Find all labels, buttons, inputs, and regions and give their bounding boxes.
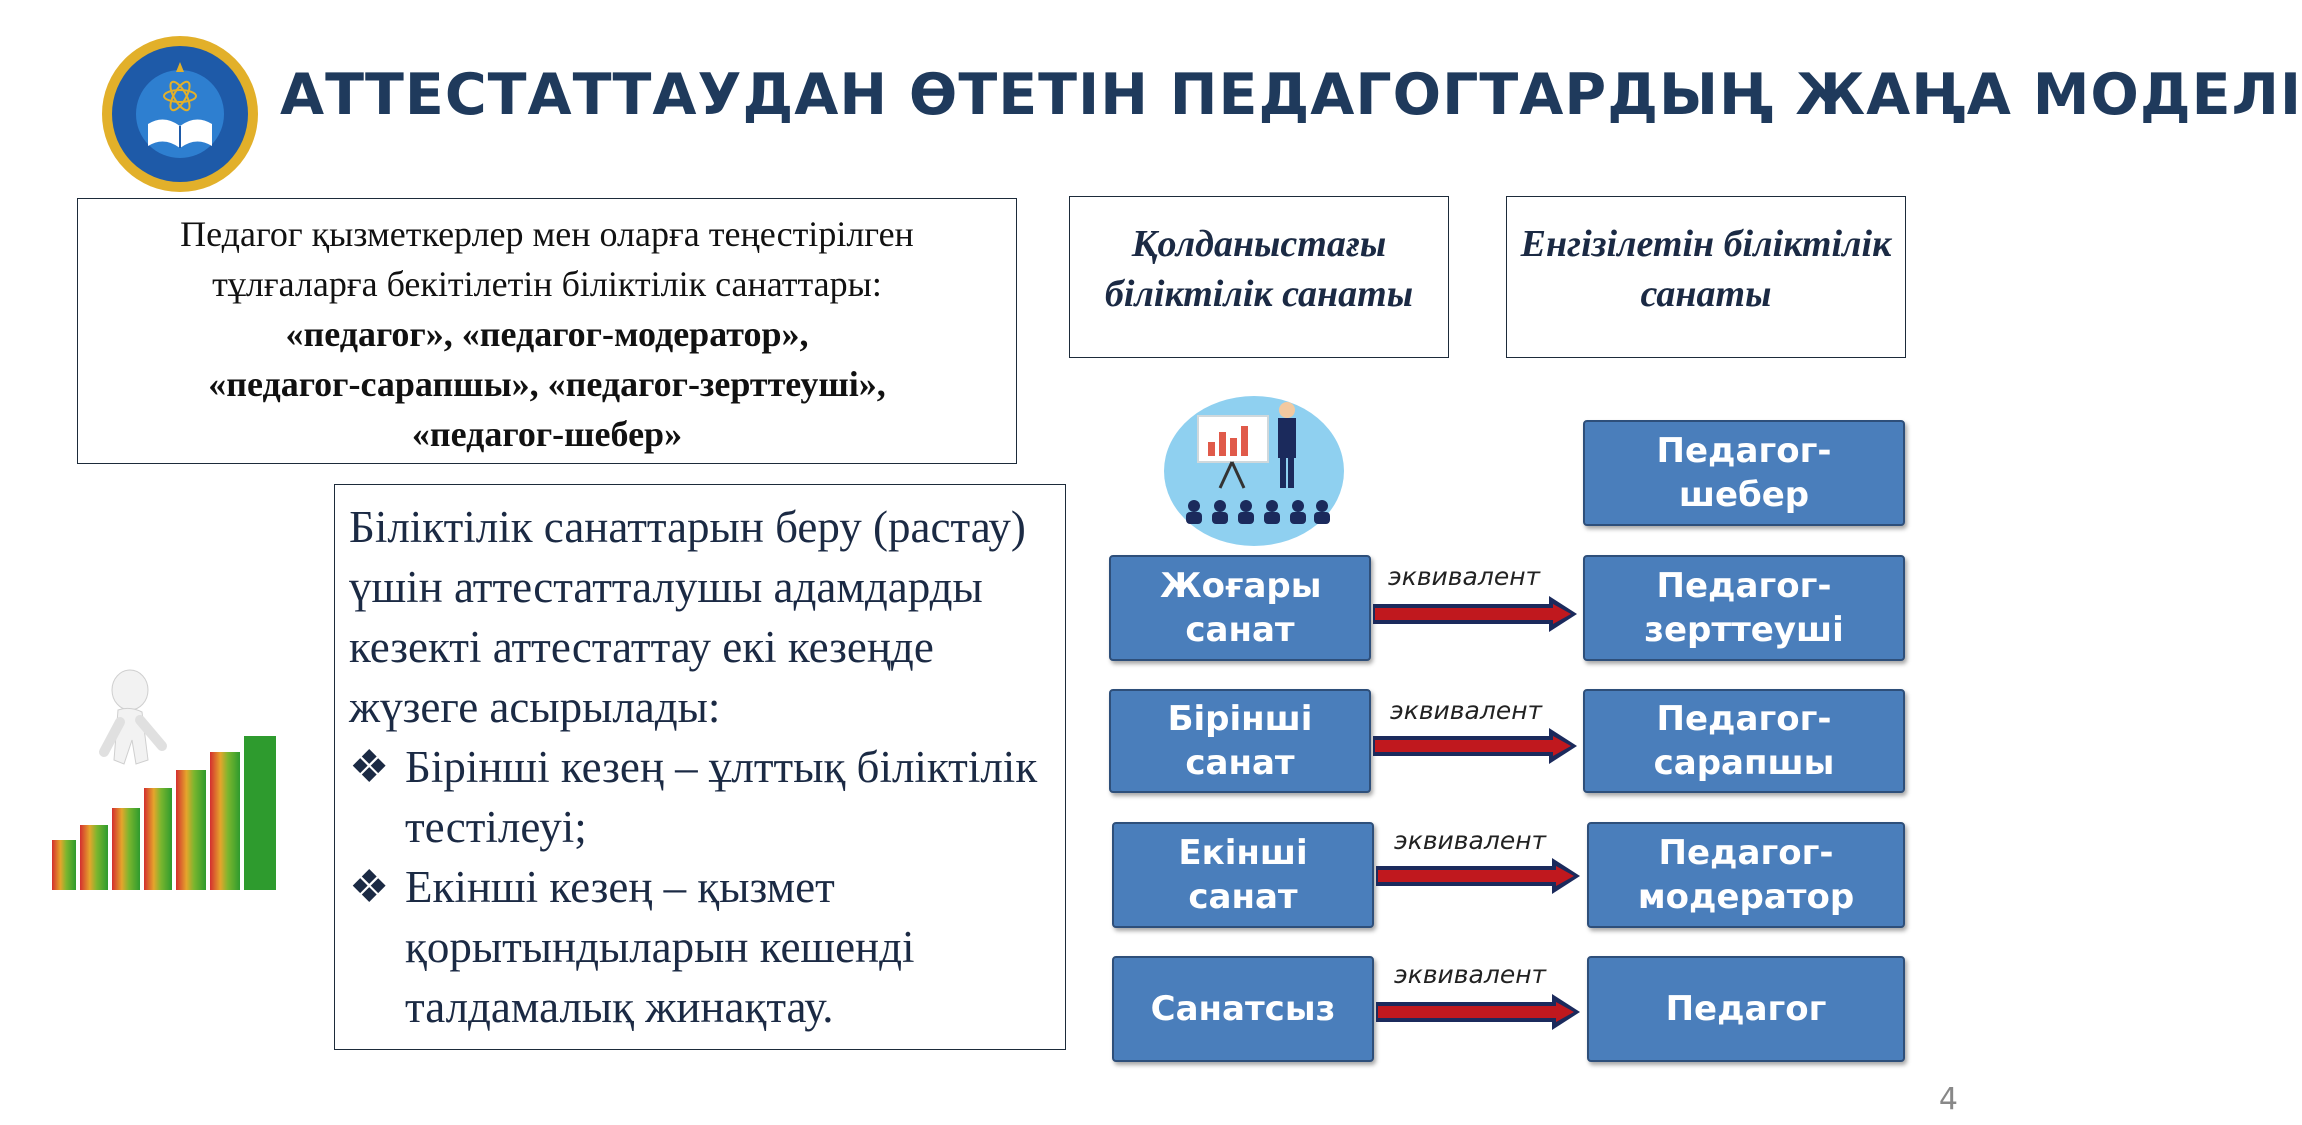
current-category-box [1109,689,1371,793]
stairs-illustration [40,660,330,940]
current-category-header: Қолданыстағы біліктілік санаты [1069,196,1449,358]
page-title: АТТЕСТАТТАУДАН ӨТЕТІН ПЕДАГОГТАРДЫҢ ЖАҢА МОДЕЛІ [280,62,2302,128]
categories-line: «педагог», «педагог-модератор», [285,314,809,354]
current-category-label: Санатсыз [1150,989,1336,1029]
ministry-logo [100,34,260,194]
page-number: 4 [1938,1082,1958,1117]
qualification-categories-box [77,198,1017,464]
equivalent-label: эквивалент [1388,562,1541,591]
equivalent-arrow-icon [1373,728,1579,764]
current-category-label: Жоғары санат [1160,566,1322,650]
equivalent-arrow-icon [1376,994,1582,1030]
diamond-bullet-icon: ❖ [349,862,390,912]
current-category-box [1109,555,1371,661]
attestation-stages-box [334,484,1066,1050]
new-category-label: Педагог-шебер [1656,431,1832,515]
equivalent-arrow-icon [1373,596,1579,632]
current-category-label: Екінші санат [1178,833,1308,917]
stage-text: Бірінші кезең – ұлттық біліктілік тестілеуі; [405,742,1038,852]
new-category-box [1583,555,1905,661]
diamond-bullet-icon: ❖ [349,742,390,792]
stage-item [349,857,1051,1037]
new-category-box [1587,956,1905,1062]
presentation-icon [1162,396,1352,546]
new-category-label: Педагог-зерттеуші [1644,566,1844,650]
categories-line: тұлғаларға бекітілетін біліктілік санаттары: [212,264,882,304]
stages-intro: Біліктілік санаттарын беру (растау) үшін аттестатталушы адамдарды кезекті аттестаттау екі кезеңде жүзеге асырылады: [349,502,1026,732]
current-category-box [1112,956,1374,1062]
current-category-box [1112,822,1374,928]
equivalent-label: эквивалент [1394,960,1547,989]
new-category-label: Педагог [1665,989,1827,1029]
categories-line: «педагог-сарапшы», «педагог-зерттеуші», [208,364,886,404]
new-category-label: Педагог-модератор [1637,833,1855,917]
current-category-label: Бірінші санат [1167,699,1313,783]
new-category-box [1587,822,1905,928]
equivalent-arrow-icon [1376,858,1582,894]
new-category-header: Енгізілетін біліктілік санаты [1506,196,1906,358]
categories-line: Педагог қызметкерлер мен оларға теңестірілген [180,214,914,254]
new-category-box [1583,689,1905,793]
stage-text: Екінші кезең – қызмет қорытындыларын кешенді талдамалық жинақтау. [405,862,915,1032]
new-category-label: Педагог-сарапшы [1653,699,1835,783]
equivalent-label: эквивалент [1390,696,1543,725]
stage-item [349,737,1051,857]
new-category-box [1583,420,1905,526]
categories-line: «педагог-шебер» [411,414,683,454]
equivalent-label: эквивалент [1394,826,1547,855]
